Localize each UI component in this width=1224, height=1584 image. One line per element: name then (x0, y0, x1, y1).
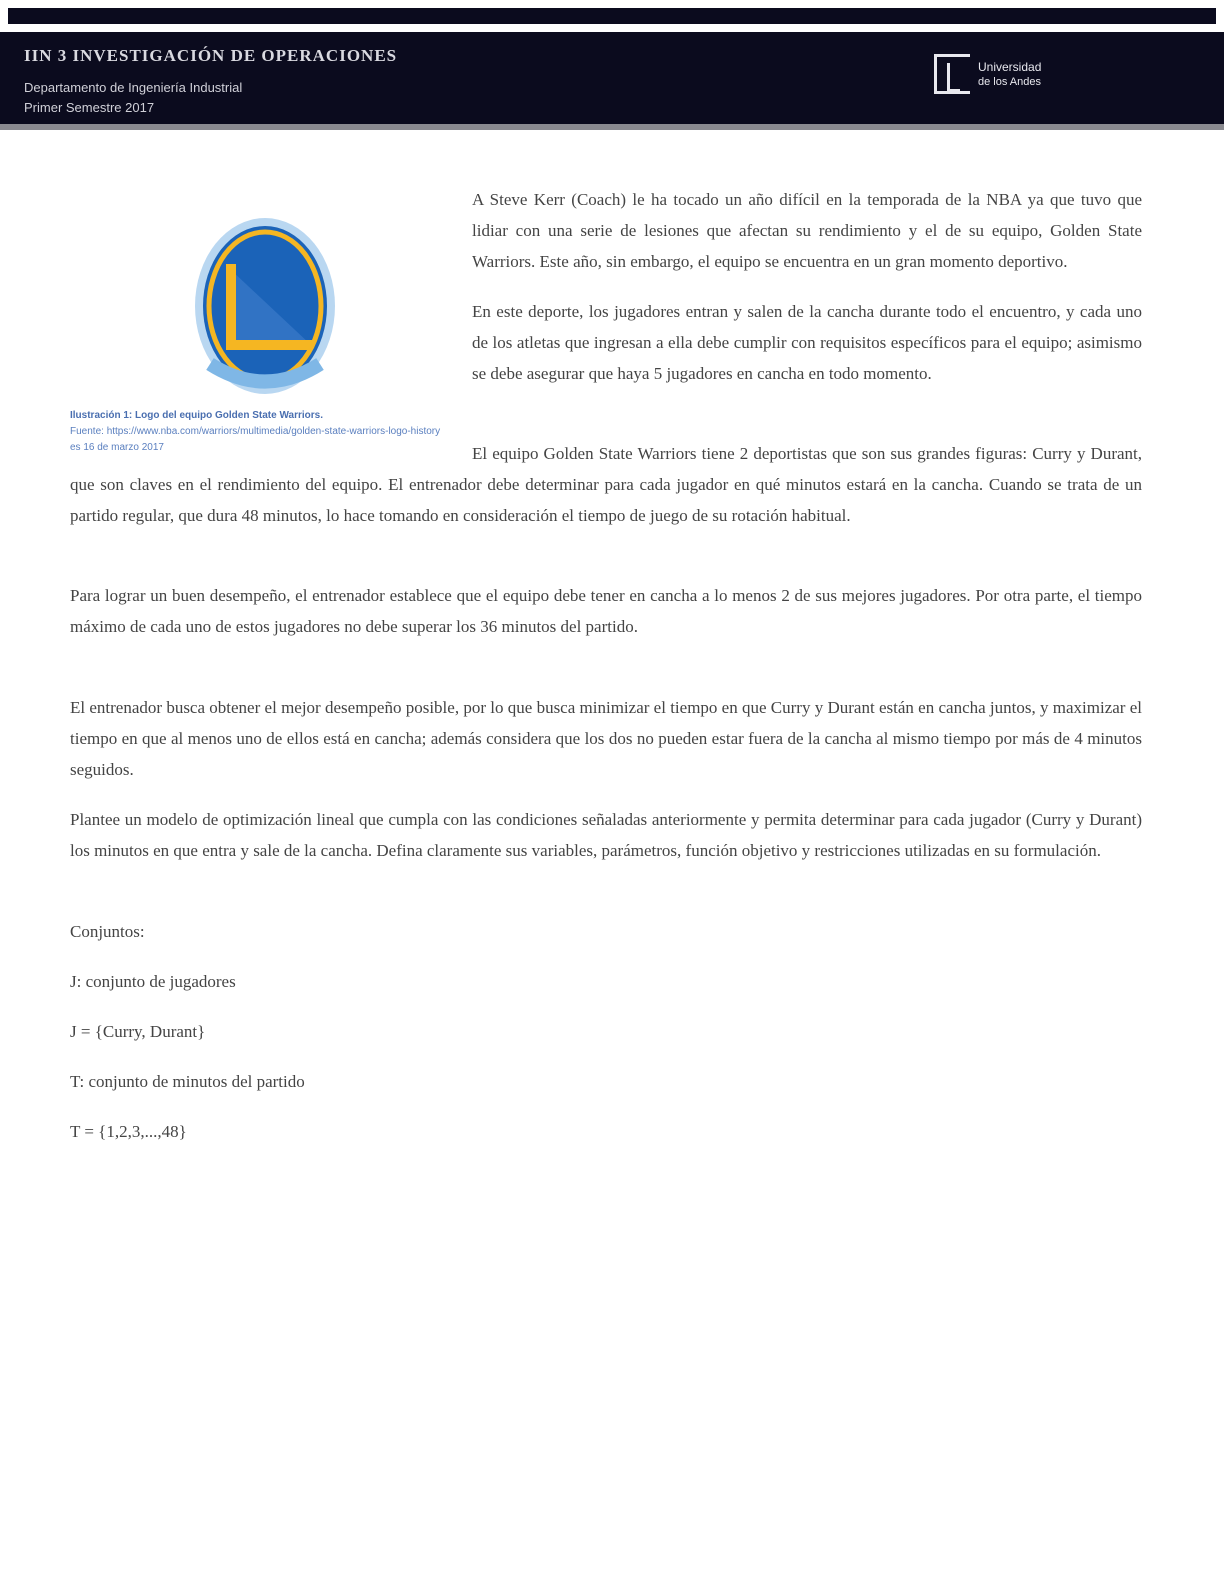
department-name: Departamento de Ingeniería Industrial (24, 80, 243, 95)
definition-minutes-values: T = {1,2,3,...,48} (70, 1122, 187, 1141)
logo-name: Universidad (978, 60, 1042, 74)
logo-subtitle: de los Andes (978, 76, 1041, 88)
university-logo (934, 54, 1100, 100)
university-logo-icon (934, 54, 970, 94)
golden-state-warriors-emblem-icon (190, 214, 340, 404)
caption-source: Fuente: https://www.nba.com/warriors/multimedia/golden-state-warriors-logo-history (70, 426, 441, 437)
paragraph-1: A Steve Kerr (Coach) le ha tocado un año difícil en la temporada de la NBA ya que tuvo que lidiar con una serie de lesiones que afectan su rendimiento y el de su equipo, Golden State Warriors. Este año, sin embargo, el equipo se encuentra en un gran momento deportivo. (472, 190, 1142, 271)
definition-minutes-set: T: conjunto de minutos del partido (70, 1072, 305, 1091)
definition-players-set: J: conjunto de jugadores (70, 972, 236, 991)
definition-sets-heading: Conjuntos: (70, 922, 145, 941)
paragraph-2: En este deporte, los jugadores entran y salen de la cancha durante todo el encuentro, y cada uno de los atletas que ingresan a ella debe cumplir con requisitos específicos para el equipo; asimismo se debe asegurar que haya 5 jugadores en cancha en todo momento. (472, 302, 1142, 383)
definition-players-values: J = {Curry, Durant} (70, 1022, 206, 1041)
paragraph-6: Plantee un modelo de optimización lineal que cumpla con las condiciones señaladas anteriormente y permita determinar para cada jugador (Curry y Durant) los minutos en que entra y sale de la cancha. Defina claramente sus variables, parámetros, función objetivo y restricciones utilizadas en su formulación. (70, 810, 1142, 860)
caption-tail: es 16 de marzo 2017 (70, 442, 164, 453)
top-rule (8, 8, 1216, 24)
course-title: IIN 3 INVESTIGACIÓN DE OPERACIONES (24, 46, 398, 65)
page-header (0, 32, 1224, 130)
semester-label: Primer Semestre 2017 (24, 100, 155, 115)
caption-title: Ilustración 1: Logo del equipo Golden State Warriors. (70, 410, 323, 421)
paragraph-4: Para lograr un buen desempeño, el entrenador establece que el equipo debe tener en cancha a lo menos 2 de sus mejores jugadores. Por otra parte, el tiempo máximo de cada uno de estos jugadores no debe superar los 36 minutos del partido. (70, 586, 1142, 636)
paragraph-5: El entrenador busca obtener el mejor desempeño posible, por lo que busca minimizar el tiempo en que Curry y Durant están en cancha juntos, y maximizar el tiempo en que al menos uno de ellos está en cancha; además considera que los dos no pueden estar fuera de la cancha al mismo tiempo por más de 4 minutos seguidos. (70, 698, 1142, 779)
paragraph-3: El equipo Golden State Warriors tiene 2 deportistas que son sus grandes figuras: Curry y Durant, que son claves en el rendimiento del equipo. El entrenador debe determinar para cada jugador en qué minutos estará en la cancha. Cuando se trata de un partido regular, que dura 48 minutos, lo hace tomando en consideración el tiempo de juego de su rotación habitual. (70, 444, 1142, 525)
